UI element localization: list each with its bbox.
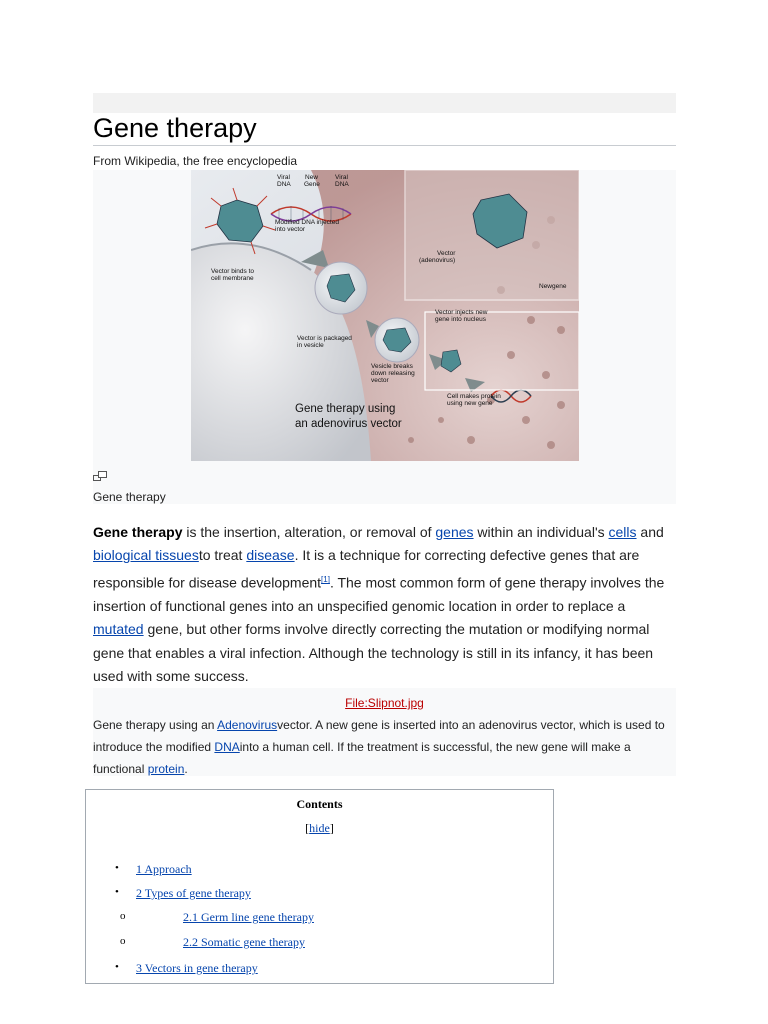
text: within an individual's xyxy=(473,524,609,540)
text: vector. A new gene is inserted into an adenovirus vector, which is used to introduce the modified xyxy=(93,718,665,754)
file-link-slipnot[interactable]: File:Slipnot.jpg xyxy=(345,696,424,710)
hide-toc-link[interactable]: hide xyxy=(309,821,330,835)
bullet-icon: • xyxy=(115,961,119,973)
svg-text:Vesicle breaksdown releasingve: Vesicle breaks down releasing vector xyxy=(371,363,415,384)
bracket: ] xyxy=(329,821,334,835)
svg-text:NewGene: New Gene xyxy=(304,174,320,188)
slipnot-caption xyxy=(93,714,676,780)
toc-item-germ-line[interactable]: 2.1 Germ line gene therapy xyxy=(183,910,314,924)
figure-caption: Gene therapy xyxy=(93,490,166,504)
svg-text:Modified DNA injectedinto vect: Modified DNA injected into vector xyxy=(275,219,339,233)
bullet-icon: • xyxy=(115,886,119,898)
link-disease[interactable]: disease xyxy=(246,547,295,564)
toc-hide-toggle xyxy=(86,821,553,836)
text: to treat xyxy=(198,547,247,564)
svg-text:ViralDNA: Viral DNA xyxy=(335,174,349,188)
text: Gene therapy using an xyxy=(93,718,218,732)
svg-text:Cell makes proteinusing new ge: Cell makes protein using new gene xyxy=(447,393,501,407)
text: . The most common form of gene therapy involves the insertion of functional genes into an unspecified genomic location in order to replace a xyxy=(93,575,665,615)
page-title: Gene therapy xyxy=(93,112,676,146)
bullet-icon: o xyxy=(120,910,126,922)
svg-text:Gene therapy usingan adenoviru: Gene therapy using an adenovirus vector xyxy=(295,403,402,430)
toc-item-vectors[interactable]: 3 Vectors in gene therapy xyxy=(136,961,258,975)
svg-text:Vector injects newgene into nu: Vector injects new gene into nucleus xyxy=(435,309,488,323)
svg-text:Vector binds tocell membrane: Vector binds to cell membrane xyxy=(211,268,254,282)
link-biological-tissues[interactable]: biological tissues xyxy=(93,547,199,564)
text: . xyxy=(184,762,188,776)
gene-therapy-illustration[interactable] xyxy=(191,170,579,461)
bold-term: Gene therapy xyxy=(93,524,183,540)
link-cells[interactable]: cells xyxy=(608,524,637,540)
bracket: [ xyxy=(305,821,310,835)
toc-title: Contents xyxy=(296,797,343,811)
reference-link[interactable]: [1] xyxy=(321,575,330,585)
enlarge-icon[interactable] xyxy=(93,471,107,481)
link-genes[interactable]: genes xyxy=(435,524,474,540)
svg-text:ViralDNA: Viral DNA xyxy=(277,174,291,188)
bullet-icon: • xyxy=(115,862,119,874)
text: into a human cell. If the treatment is successful, the new gene will make a functional xyxy=(93,740,631,776)
svg-text:Vector is packagedin vesicle: Vector is packaged in vesicle xyxy=(297,335,352,349)
link-dna[interactable]: DNA xyxy=(214,740,240,754)
slipnot-figure-box xyxy=(93,688,676,776)
svg-text:Newgene: Newgene xyxy=(539,283,567,290)
link-protein[interactable]: protein xyxy=(147,762,185,776)
link-adenovirus[interactable]: Adenovirus xyxy=(217,718,278,732)
intro-paragraph xyxy=(93,521,676,688)
text: and xyxy=(636,524,664,540)
bullet-icon: o xyxy=(120,935,126,947)
text: . It is a technique for correcting defective genes that are responsible for disease development xyxy=(93,547,640,592)
text: is the insertion, alteration, or removal of xyxy=(182,524,436,540)
link-mutated[interactable]: mutated xyxy=(93,621,144,638)
top-banner xyxy=(93,93,676,113)
toc-item-approach[interactable]: 1 Approach xyxy=(136,862,192,876)
page-subtitle: From Wikipedia, the free encyclopedia xyxy=(93,154,298,168)
toc-item-types[interactable]: 2 Types of gene therapy xyxy=(136,886,251,900)
svg-text:Vector(adenovirus): Vector (adenovirus) xyxy=(419,250,456,264)
toc-item-somatic[interactable]: 2.2 Somatic gene therapy xyxy=(183,935,305,949)
figure-box xyxy=(93,170,676,504)
table-of-contents xyxy=(85,789,554,984)
text: gene, but other forms involve directly correcting the mutation or modifying normal gene that enables a viral infection. Although the technology is still in its infancy, it has been used with some success. xyxy=(93,621,654,684)
